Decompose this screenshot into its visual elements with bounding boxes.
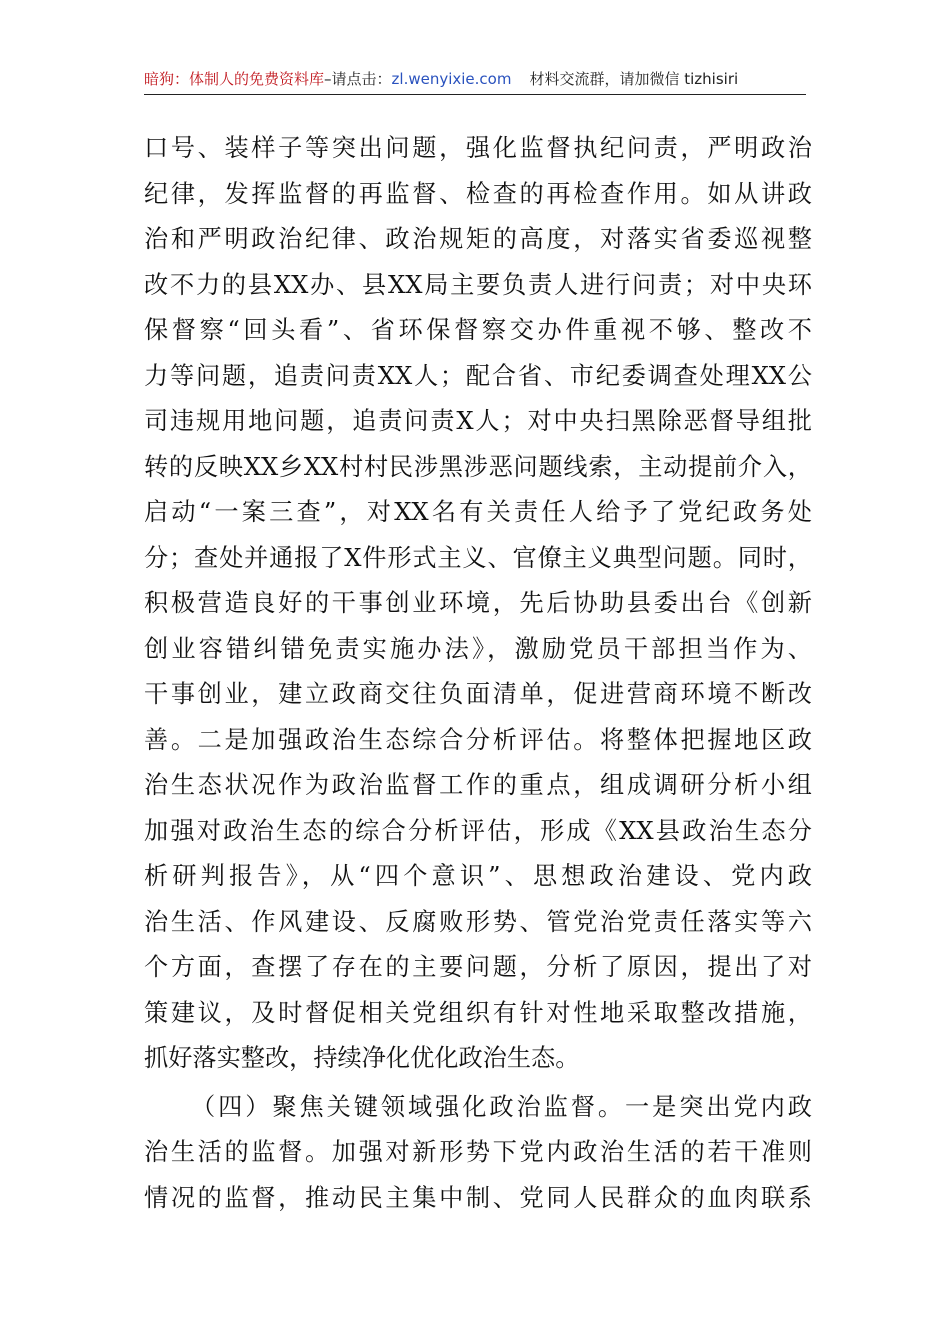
text-line: （四）聚焦关键领域强化政治监督。一是突出党内政: [191, 1092, 812, 1121]
text-line: 干事创业，建立政商交往负面清单，促进营商环境不断改: [144, 680, 812, 708]
header-separator: –请点击：: [324, 70, 392, 88]
text-line: 启动“一案三查”，对XX名有关责任人给予了党纪政务处: [144, 498, 812, 526]
text-line: 保督察“回头看”、省环保督察交办件重视不够、整改不: [144, 316, 812, 344]
paragraph-1: [144, 126, 812, 1082]
header-contact: 材料交流群，请加微信 tizhisiri: [529, 70, 739, 88]
text-line: 抓好落实整改，持续净化优化政治生态。: [144, 1044, 580, 1072]
header-brand: 暗狗：体制人的免费资料库: [144, 70, 325, 88]
text-line: 个方面，查摆了存在的主要问题，分析了原因，提出了对: [144, 953, 812, 981]
text-line: 力等问题，追责问责XX人；配合省、市纪委调查处理XX公: [144, 361, 812, 390]
text-line: 创业容错纠错免责实施办法》，激励党员干部担当作为、: [144, 634, 812, 663]
text-line: 析研判报告》，从“四个意识”、思想政治建设、党内政: [144, 862, 812, 890]
text-line: 纪律，发挥监督的再监督、检查的再检查作用。如从讲政: [144, 179, 812, 208]
page-header: [144, 66, 806, 95]
text-line: 治生活、作风建设、反腐败形势、管党治党责任落实等六: [144, 907, 812, 936]
text-line: 治生活的监督。加强对新形势下党内政治生活的若干准则: [144, 1138, 812, 1166]
text-line: 治生态状况作为政治监督工作的重点，组成调研分析小组: [144, 771, 812, 799]
text-line: 策建议，及时督促相关党组织有针对性地采取整改措施，: [144, 998, 812, 1027]
text-line: 转的反映XX乡XX村村民涉黑涉恶问题线索，主动提前介入，: [144, 452, 812, 481]
paragraph-2: [144, 1085, 812, 1222]
text-line: 善。二是加强政治生态综合分析评估。将整体把握地区政: [144, 725, 812, 754]
text-line: 口号、装样子等突出问题，强化监督执纪问责，严明政治: [144, 134, 812, 162]
text-line: 改不力的县XX办、县XX局主要负责人进行问责；对中央环: [144, 270, 812, 299]
text-line: 积极营造良好的干事创业环境，先后协助县委出台《创新: [144, 589, 812, 617]
text-line: 治和严明政治纪律、政治规矩的高度，对落实省委巡视整: [144, 225, 812, 253]
document-body: [144, 126, 812, 1221]
text-line: 分；查处并通报了X件形式主义、官僚主义典型问题。同时，: [144, 543, 812, 572]
text-line: 司违规用地问题，追责问责X人；对中央扫黑除恶督导组批: [144, 407, 812, 435]
text-line: 情况的监督，推动民主集中制、党同人民群众的血肉联系: [144, 1183, 812, 1212]
header-link[interactable]: zl.wenyixie.com: [391, 70, 512, 88]
text-line: 加强对政治生态的综合分析评估，形成《XX县政治生态分: [144, 816, 812, 845]
